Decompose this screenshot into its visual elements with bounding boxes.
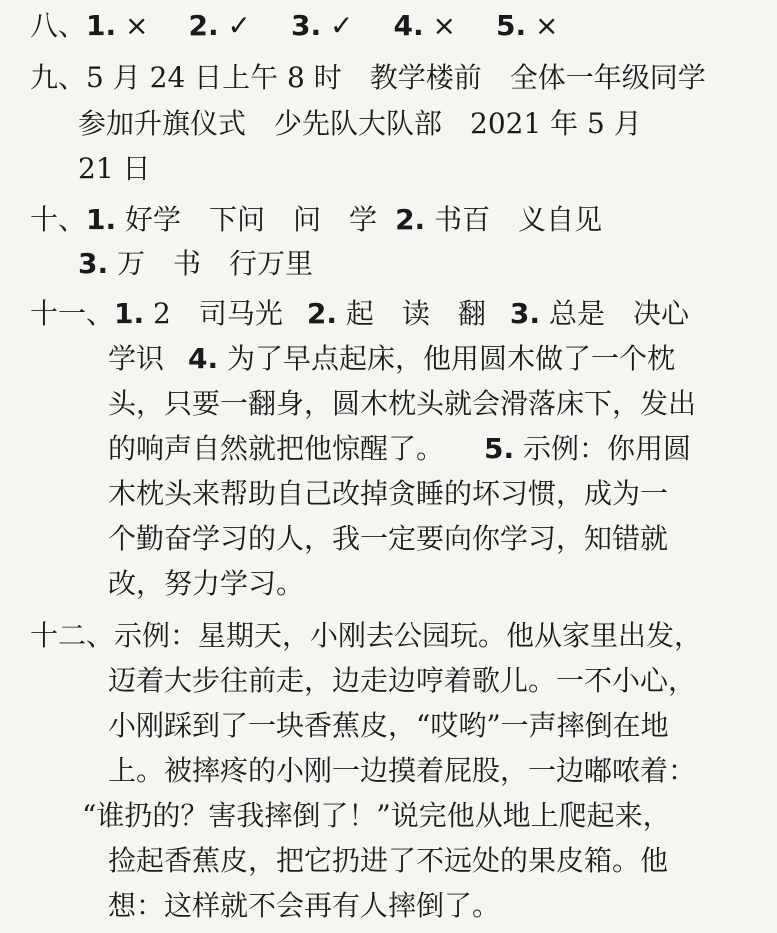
item-11-3-text: 总是 决心: [548, 297, 689, 330]
section-10-line-1: [30, 203, 603, 236]
section-12-line-3: 小刚踩到了一块香蕉皮，“哎哟”一声摔倒在地: [108, 709, 669, 742]
section-12-line-1: [30, 619, 703, 652]
item-10-2-text: 书百 义自见: [434, 203, 603, 236]
check-mark-icon: ✓: [330, 9, 354, 42]
section-11-label: 十一、: [30, 297, 115, 330]
item-8-4-num: 4.: [393, 9, 424, 42]
section-12-line-2: 迈着大步往前走，边走边哼着歌儿。一不小心，: [108, 664, 697, 697]
section-9-label: 九、: [30, 61, 87, 94]
section-10-label: 十、: [30, 203, 87, 236]
cross-mark-icon: ×: [432, 9, 457, 42]
section-12-line-4: 上。被摔疼的小刚一边摸着屁股，一边嘟哝着：: [108, 754, 697, 787]
section-11-line-3: 头，只要一翻身，圆木枕头就会滑落床下，发出: [108, 387, 697, 420]
item-11-3-num: 3.: [509, 297, 541, 330]
section-11-line-2: [108, 342, 676, 375]
item-11-1-num: 1.: [114, 297, 145, 330]
item-10-2-num: 2.: [395, 203, 426, 236]
item-11-5-num: 5.: [484, 432, 515, 465]
section-9-line-2: 参加升旗仪式 少先队大队部 2021 年 5 月: [78, 107, 642, 140]
section-12-line-7: 想：这样就不会再有人摔倒了。: [108, 889, 501, 922]
section-12-line-6: 捡起香蕉皮，把它扔进了不远处的果皮箱。他: [108, 844, 669, 877]
section-9-line-1: [30, 61, 706, 94]
item-10-3-num: 3.: [78, 247, 109, 280]
item-11-4-end: 的响声自然就把他惊醒了。: [108, 432, 445, 465]
item-8-3-num: 3.: [291, 9, 322, 42]
check-mark-icon: ✓: [227, 9, 252, 42]
item-10-1-text: 好学 下问 问 学: [125, 203, 378, 236]
item-11-4-num: 4.: [188, 342, 219, 375]
section-9-line-3: 21 日: [78, 152, 151, 185]
item-11-3-cont: 学识: [108, 342, 165, 375]
section-12-label: 十二、: [30, 619, 115, 652]
section-12-text: 示例：星期天，小刚去公园玩。他从家里出发，: [114, 619, 703, 652]
section-11-line-4: [108, 432, 692, 465]
item-11-5-text: 示例：你用圆: [523, 432, 692, 465]
section-9-text: 5 月 24 日上午 8 时 教学楼前 全体一年级同学: [86, 61, 706, 94]
item-10-3-text: 万 书 行万里: [117, 247, 314, 280]
cross-mark-icon: ×: [125, 9, 149, 42]
item-8-5-num: 5.: [496, 9, 527, 42]
item-10-1-num: 1.: [86, 203, 117, 236]
section-10-line-2: [78, 247, 314, 280]
section-8-row: [30, 9, 559, 42]
item-11-2-text: 起 读 翻: [345, 297, 486, 330]
item-11-4-text: 为了早点起床，他用圆木做了一个枕: [227, 342, 676, 375]
section-11-line-1: [30, 297, 689, 330]
section-11-line-5: 木枕头来帮助自己改掉贪睡的坏习惯，成为一: [108, 477, 669, 510]
section-11-line-7: 改，努力学习。: [108, 567, 305, 600]
item-8-2-num: 2.: [188, 9, 219, 42]
cross-mark-icon: ×: [535, 9, 559, 42]
section-11-line-6: 个勤奋学习的人，我一定要向你学习，知错就: [108, 522, 669, 555]
section-12-line-5: “谁扔的？害我摔倒了！”说完他从地上爬起来，: [82, 799, 671, 832]
item-8-1-num: 1.: [86, 9, 117, 42]
item-11-1-text: 2 司马光: [153, 297, 283, 330]
item-11-2-num: 2.: [306, 297, 337, 330]
section-8-label: 八、: [30, 9, 87, 42]
